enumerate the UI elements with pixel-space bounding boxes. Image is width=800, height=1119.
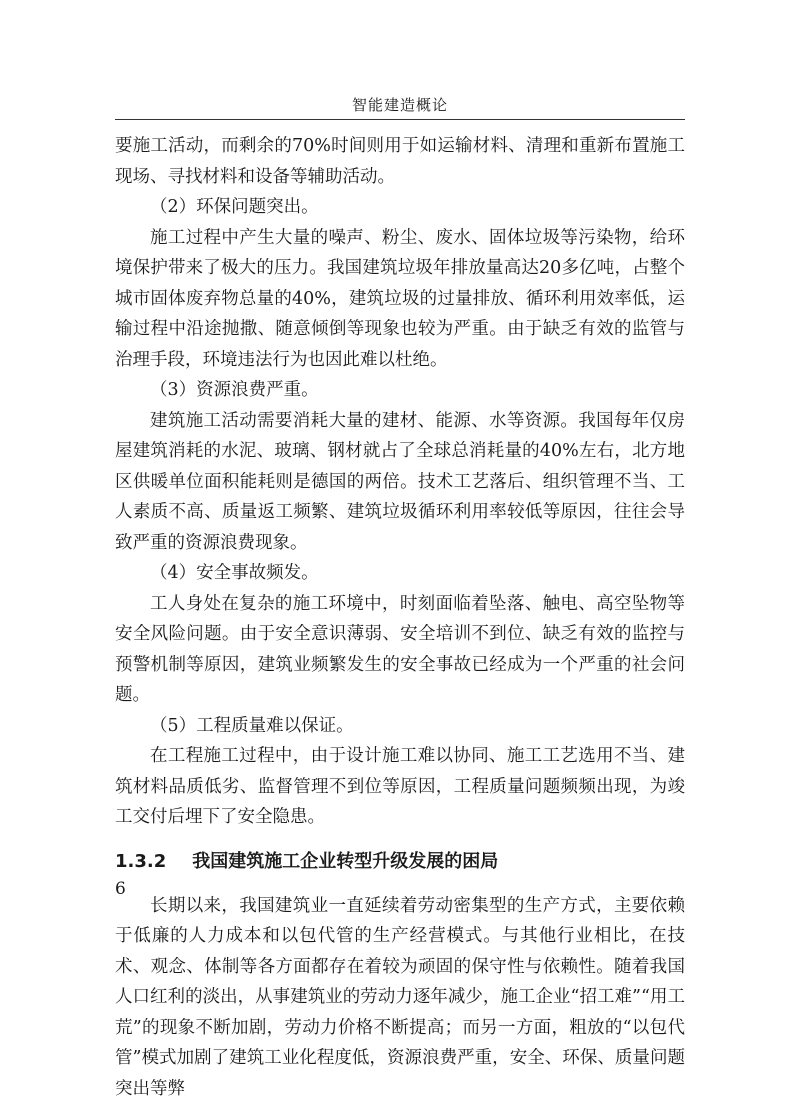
paragraph-continuation: 要施工活动，而剩余的70%时间则用于如运输材料、清理和重新布置施工现场、寻找材料和设备等辅助活动。 xyxy=(115,136,685,187)
page-body xyxy=(115,131,685,1104)
paragraph-resources: 建筑施工活动需要消耗大量的建材、能源、水等资源。我国每年仅房屋建筑消耗的水泥、玻璃、钢材就占了全球总消耗量的40%左右，北方地区供暖单位面积能耗则是德国的两倍。技术工艺落后、组织管理不当、工人素质不高、质量返工频繁、建筑垃圾循环利用率较低等原因，往往会导致严重的资源浪费现象。 xyxy=(115,410,685,553)
paragraph-safety: 工人身处在复杂的施工环境中，时刻面临着坠落、触电、高空坠物等安全风险问题。由于安全意识薄弱、安全培训不到位、缺乏有效的监控与预警机制等原因，建筑业频繁发生的安全事故已经成为一个严重的社会问题。 xyxy=(115,593,685,705)
running-header: 智能建造概论 xyxy=(351,96,448,114)
item-heading-environment: （2）环保问题突出。 xyxy=(150,197,319,217)
item-heading-safety: （4）安全事故频发。 xyxy=(150,563,319,583)
item-heading-resources: （3）资源浪费严重。 xyxy=(150,380,319,400)
paragraph-quality: 在工程施工过程中，由于设计施工难以协同、施工工艺选用不当、建筑材料品质低劣、监督管理不到位等原因，工程质量问题频频出现，为竣工交付后埋下了安全隐患。 xyxy=(115,746,685,827)
section-heading xyxy=(115,847,685,877)
paragraph-section-intro: 长期以来，我国建筑业一直延续着劳动密集型的生产方式，主要依赖于低廉的人力成本和以包代管的生产经营模式。与其他行业相比，在技术、观念、体制等各方面都存在着较为顽固的保守性与依赖性。随着我国人口红利的淡出，从事建筑业的劳动力逐年减少，施工企业“招工难”“用工荒”的现象不断加剧，劳动力价格不断提高；而另一方面，粗放的“以包代管”模式加剧了建筑工业化程度低，资源浪费严重，安全、环保、质量问题突出等弊 xyxy=(115,895,685,1099)
page-number: 6 xyxy=(115,879,126,899)
section-title: 我国建筑施工企业转型升级发展的困局 xyxy=(192,850,499,872)
header-rule xyxy=(115,119,685,120)
item-heading-quality: （5）工程质量难以保证。 xyxy=(150,715,354,736)
section-number: 1.3.2 xyxy=(115,850,167,872)
paragraph-environment: 施工过程中产生大量的噪声、粉尘、废水、固体垃圾等污染物，给环境保护带来了极大的压力。我国建筑垃圾年排放量高达20多亿吨，占整个城市固体废弃物总量的40%，建筑垃圾的过量排放、循环利用效率低，运输过程中沿途抛撒、随意倾倒等现象也较为严重。由于缺乏有效的监管与治理手段，环境违法行为也因此难以杜绝。 xyxy=(115,227,685,370)
